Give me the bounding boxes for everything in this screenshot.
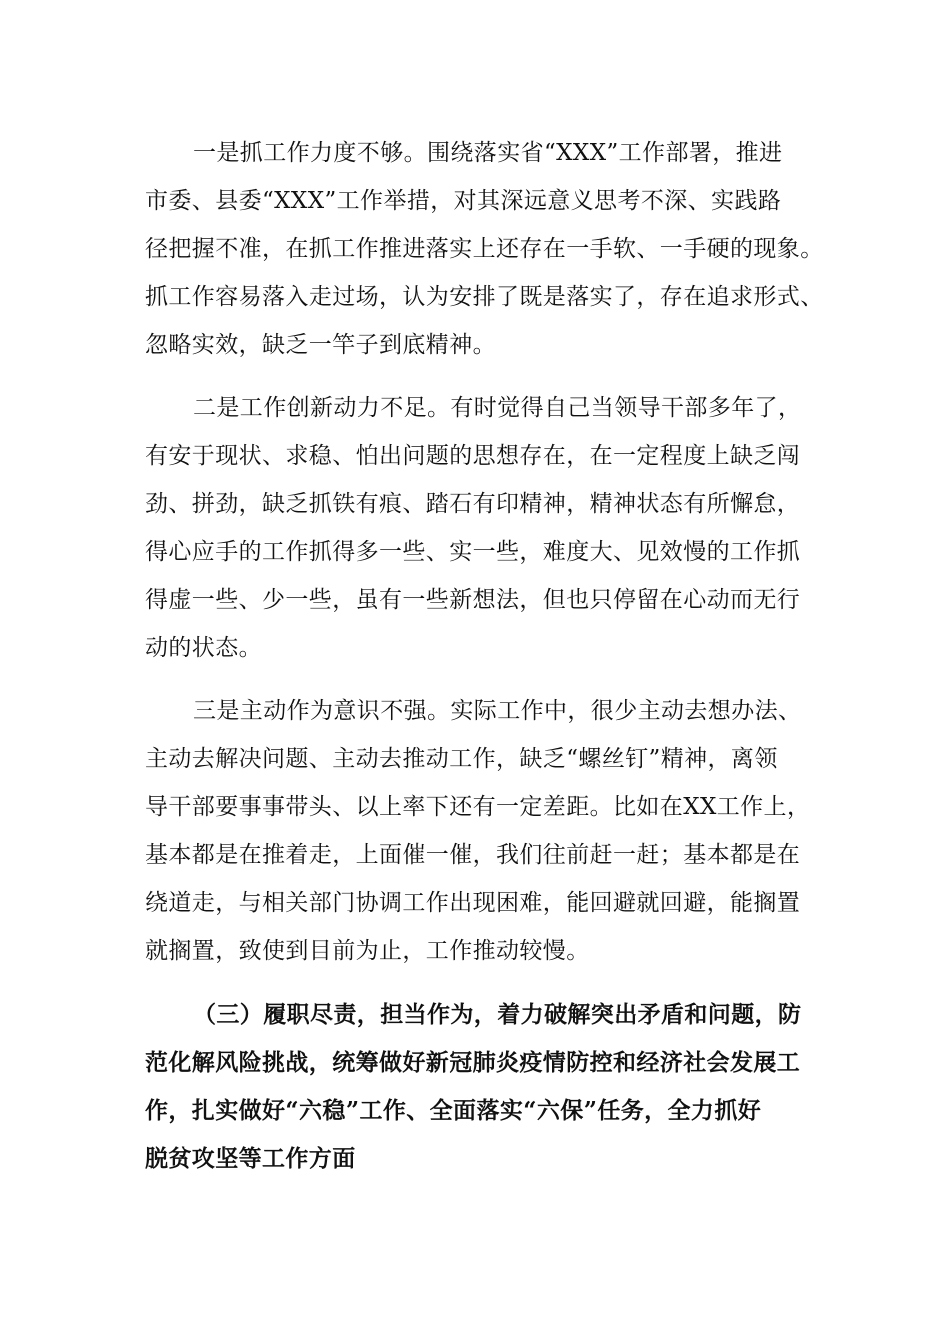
section-heading-line-4: 脱贫攻坚等工作方面 (145, 1145, 356, 1172)
paragraph-1-line-5: 忽略实效，缺乏一竿子到底精神。 (145, 332, 496, 358)
paragraph-2-line-4: 得心应手的工作抓得多一些、实一些，难度大、见效慢的工作抓 (145, 539, 801, 565)
paragraph-2-line-1: 二是工作创新动力不足。有时觉得自己当领导干部多年了， (193, 395, 802, 421)
paragraph-2-line-5: 得虚一些、少一些，虽有一些新想法，但也只停留在心动而无行 (145, 587, 801, 613)
section-heading-line-1: （三）履职尽责，担当作为，着力破解突出矛盾和问题，防 (193, 1001, 802, 1028)
paragraph-1-line-3: 径把握不准，在抓工作推进落实上还存在一手软、一手硬的现象。 (145, 236, 824, 262)
paragraph-3-line-3: 导干部要事事带头、以上率下还有一定差距。比如在XX工作上， (145, 794, 811, 820)
paragraph-3-line-6: 就搁置，致使到目前为止，工作推动较慢。 (145, 938, 590, 964)
paragraph-1-line-1: 一是抓工作力度不够。围绕落实省“XXX”工作部署，推进 (193, 140, 783, 166)
paragraph-3-line-2: 主动去解决问题、主动去推动工作，缺乏“螺丝钉”精神，离领 (145, 746, 778, 772)
paragraph-1-line-4: 抓工作容易落入走过场，认为安排了既是落实了，存在追求形式、 (145, 284, 824, 310)
paragraph-2-line-2: 有安于现状、求稳、怕出问题的思想存在，在一定程度上缺乏闯 (145, 443, 801, 469)
section-heading-line-3: 作，扎实做好“六稳”工作、全面落实“六保”任务，全力抓好 (145, 1097, 762, 1124)
paragraph-3-line-4: 基本都是在推着走，上面催一催，我们往前赶一赶；基本都是在 (145, 842, 801, 868)
paragraph-1-line-2: 市委、县委“XXX”工作举措，对其深远意义思考不深、实践路 (145, 188, 782, 214)
section-heading-line-2: 范化解风险挑战，统筹做好新冠肺炎疫情防控和经济社会发展工 (145, 1049, 801, 1076)
paragraph-3-line-1: 三是主动作为意识不强。实际工作中，很少主动去想办法、 (193, 698, 802, 724)
paragraph-3-line-5: 绕道走，与相关部门协调工作出现困难，能回避就回避，能搁置 (145, 890, 801, 916)
paragraph-2-line-3: 劲、拼劲，缺乏抓铁有痕、踏石有印精神，精神状态有所懈怠， (145, 491, 801, 517)
paragraph-2-line-6: 动的状态。 (145, 635, 262, 661)
